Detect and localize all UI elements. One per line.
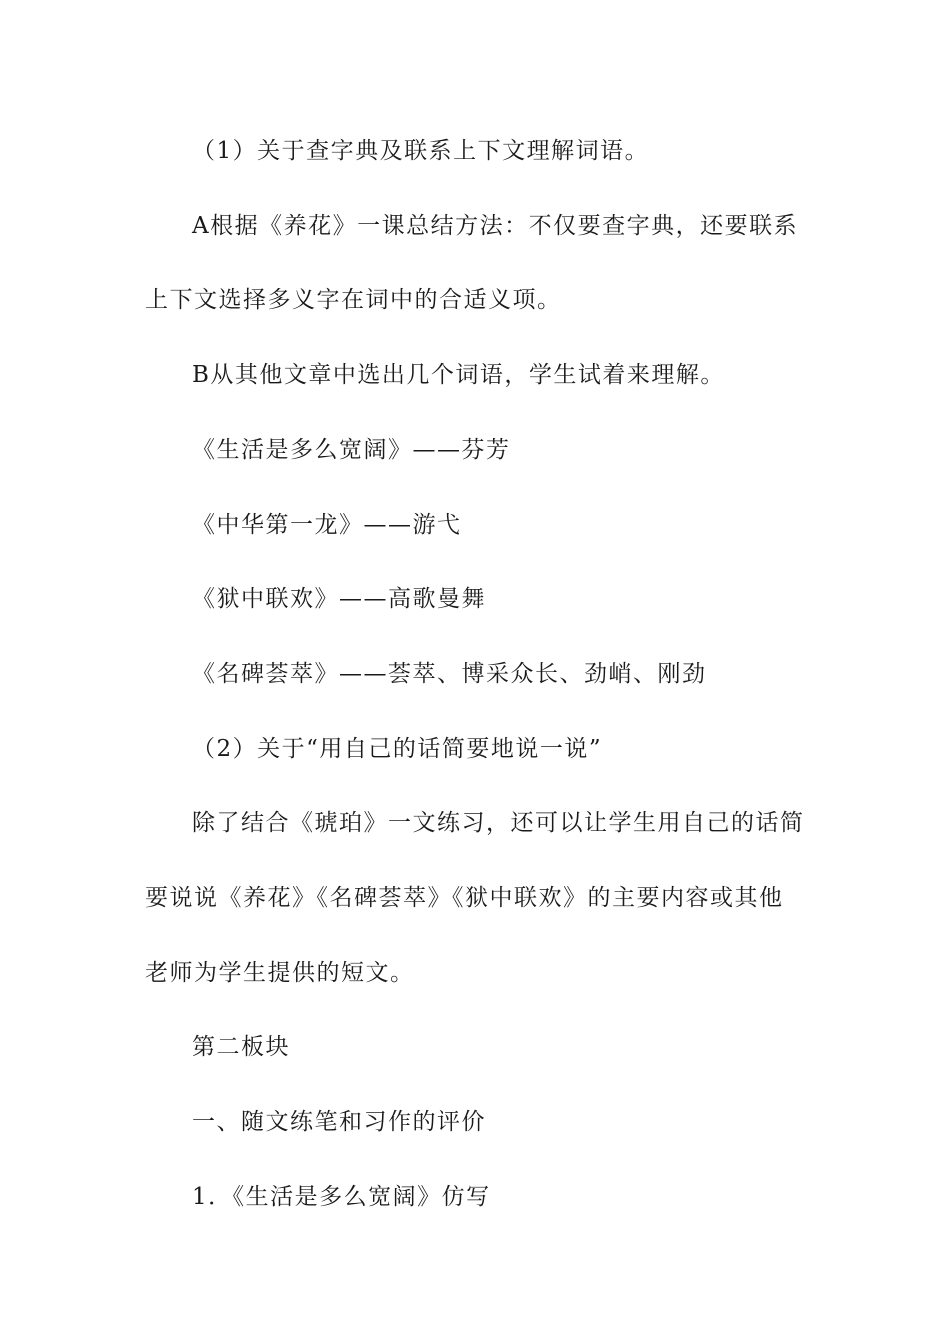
paragraph-line: B从其他文章中选出几个词语，学生试着来理解。 (192, 362, 725, 388)
paragraph-line: （1）关于查字典及联系上下文理解词语。 (192, 138, 650, 164)
section-heading: 第二板块 (192, 1034, 290, 1060)
section-heading: 一、随文练笔和习作的评价 (192, 1109, 486, 1135)
paragraph-line: 老师为学生提供的短文。 (145, 960, 415, 986)
paragraph-line: 《生活是多么宽阔》——芬芳 (192, 437, 511, 463)
paragraph-line: 《狱中联欢》——高歌曼舞 (192, 586, 486, 612)
paragraph-line: 《名碑荟萃》——荟萃、博采众长、劲峭、刚劲 (192, 661, 707, 687)
paragraph-line: A根据《养花》一课总结方法：不仅要查字典，还要联系 (192, 213, 799, 239)
paragraph-line: 除了结合《琥珀》一文练习，还可以让学生用自己的话简 (192, 810, 805, 836)
paragraph-line: 上下文选择多义字在词中的合适义项。 (145, 287, 562, 313)
paragraph-line: 要说说《养花》《名碑荟萃》《狱中联欢》的主要内容或其他 (145, 885, 784, 911)
list-item: 1．《生活是多么宽阔》仿写 (192, 1184, 491, 1210)
paragraph-line: 《中华第一龙》——游弋 (192, 512, 462, 538)
paragraph-line: （2）关于“用自己的话简要地说一说” (192, 736, 603, 762)
